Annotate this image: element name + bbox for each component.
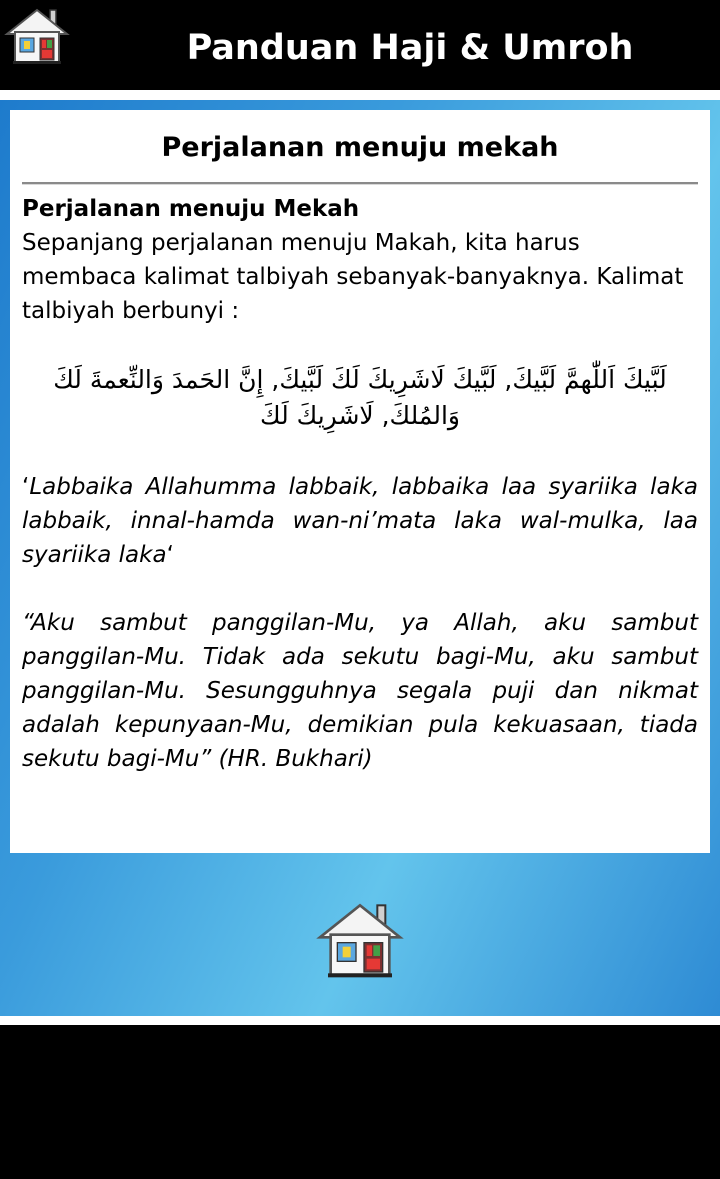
page-title: Perjalanan menuju mekah <box>161 132 559 163</box>
header-divider <box>0 90 720 100</box>
home-button[interactable] <box>4 6 70 66</box>
article-body <box>22 192 698 776</box>
transliteration-paragraph <box>22 470 698 572</box>
app-title: Panduan Haji & Umroh <box>186 28 634 68</box>
main-background <box>0 100 720 1016</box>
translation-paragraph: “Aku sambut panggilan-Mu, ya Allah, aku sambut panggilan-Mu. Tidak ada sekutu bagi-Mu, aku sambut panggilan-Mu. Sesungguhnya segala puji dan nikmat adalah kepunyaan-Mu, demikian pula kekuasaan, tiada sekutu bagi-Mu” (HR. Bukhari) <box>22 610 698 772</box>
content-card <box>10 110 710 853</box>
close-quote: ‘ <box>166 542 174 568</box>
transliteration-text: Labbaika Allahumma labbaik, labbaika laa syariika laka labbaik, innal-hamda wan-ni’mata laka wal-mulka, laa syariika laka <box>22 474 698 568</box>
house-icon <box>4 6 70 66</box>
section-heading: Perjalanan menuju Mekah <box>22 196 360 222</box>
footer-divider <box>0 1016 720 1025</box>
house-icon <box>314 900 406 980</box>
divider <box>22 182 698 185</box>
footer-home-button[interactable] <box>314 900 406 980</box>
app-bar <box>0 0 720 90</box>
arabic-talbiyah: لَبَّيكَ اَللّٰهمَّ لَبَّيكَ, لَبَّيكَ لَاشَرِيكَ لَكَ لَبَّيكَ, إِنَّ الحَمدَ وَالنِّعمةَ لَكَ وَالمُلكَ, لَاشَرِيكَ لَكَ <box>53 365 667 430</box>
intro-paragraph: Sepanjang perjalanan menuju Makah, kita harus membaca kalimat talbiyah sebanyak-banyaknya. Kalimat talbiyah berbunyi : <box>22 230 684 324</box>
open-quote: ‘ <box>22 474 30 500</box>
